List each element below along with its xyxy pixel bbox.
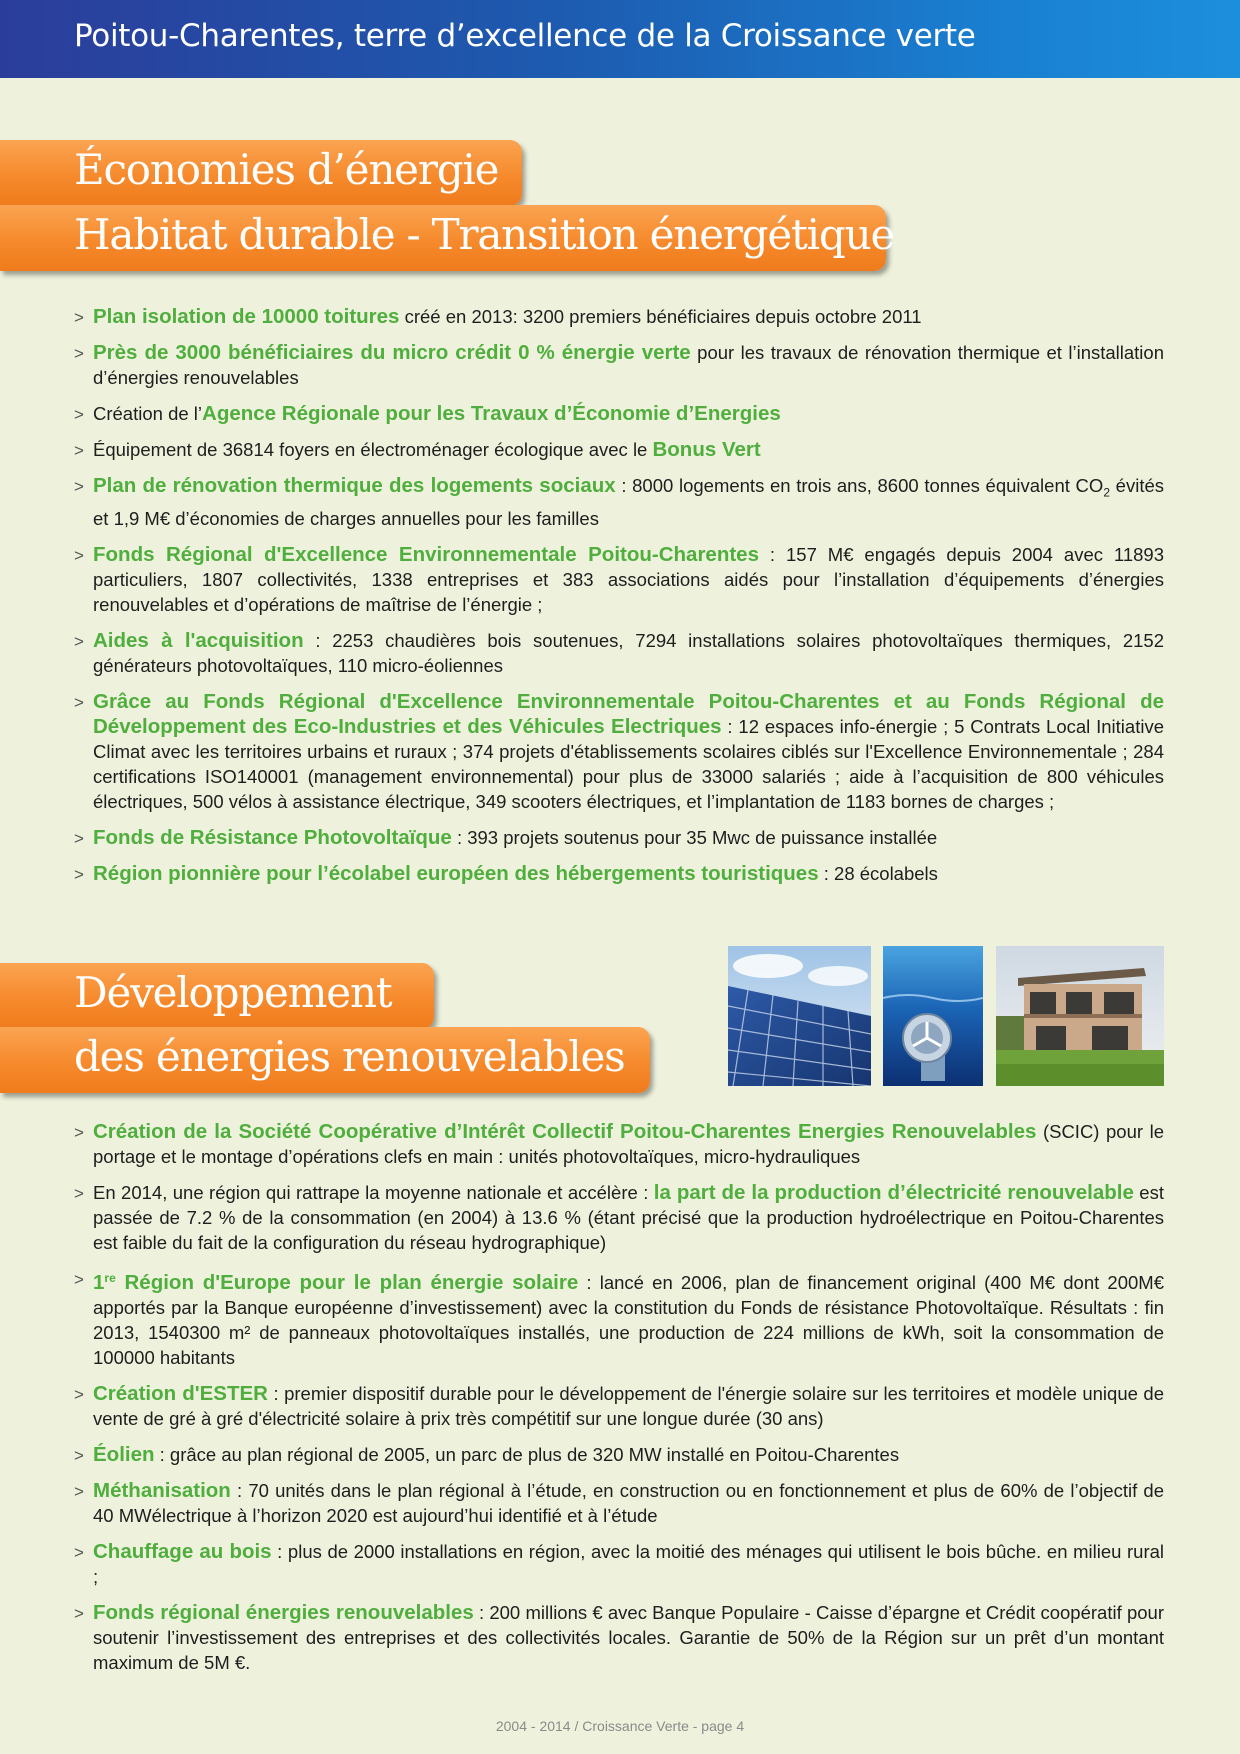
item-text: : 393 projets soutenus pour 35 Mwc de puissance installée: [451, 826, 938, 848]
page-footer: 2004 - 2014 / Croissance Verte - page 4: [495, 1718, 745, 1734]
list-item: [74, 1442, 1164, 1467]
bullet-arrow: >: [74, 828, 84, 848]
list-item: [74, 861, 1164, 886]
item-highlight: Fonds de Résistance Photovoltaïque: [93, 825, 452, 849]
bullet-arrow: >: [74, 1543, 84, 1563]
list-item: [74, 1539, 1164, 1589]
item-text: : 200 millions € avec Banque Populaire - Caisse d’épargne et Crédit coopératif pour soutenir l’investissement des entreprises et des collectivités locales. Garantie de 50% de la Région sur un prêt d’un montant maximum de 5M €.: [93, 1602, 1164, 1674]
item-text: : 157 M€ engagés depuis 2004 avec 11893 particuliers, 1807 collectivités, 1338 entreprises et 383 associations aidés pour l’installation d’équipements d’énergies renouvelables et d’opérations de maîtrise de l’énergie ;: [93, 543, 1164, 615]
item-text: : grâce au plan régional de 2005, un parc de plus de 320 MW installé en Poitou-Charentes: [154, 1444, 900, 1466]
item-highlight: Aides à l'acquisition: [93, 628, 304, 652]
page-header-title: Poitou-Charentes, terre d’excellence de la Croissance verte: [74, 18, 976, 54]
item-highlight: Méthanisation: [93, 1479, 231, 1503]
bullet-arrow: >: [74, 692, 84, 712]
list-item: [74, 1600, 1164, 1675]
item-text: Équipement de 36814 foyers en électroménager écologique avec le: [93, 439, 653, 460]
bullet-arrow: >: [74, 864, 84, 884]
list-item: [74, 542, 1164, 617]
item-text: En 2014, une région qui rattrape la moyenne nationale et accélère :: [93, 1182, 654, 1203]
item-highlight: Chauffage au bois: [93, 1540, 272, 1564]
list-item: [74, 628, 1164, 678]
item-highlight: Fonds Régional d'Excellence Environnementale Poitou-Charentes: [93, 542, 759, 566]
bullet-arrow: >: [74, 1184, 84, 1203]
section2-banner-line1: [0, 963, 434, 1029]
item-text: : 28 écolabels: [818, 862, 938, 884]
item-highlight: Bonus Vert: [652, 438, 761, 461]
list-item: [74, 304, 1164, 329]
bullet-arrow: >: [74, 1385, 84, 1405]
section1-banner-line1: [0, 140, 522, 206]
item-text: (SCIC) pour le portage et le montage d’opérations clefs en main : unités photovoltaïques, micro-hydrauliques: [93, 1121, 1164, 1167]
bullet-arrow: >: [74, 1446, 84, 1466]
item-text: est passée de 7.2 % de la consommation (en 2004) à 13.6 % (étant précisé que la production hydroélectrique en Poitou-Charentes est faible du fait de la configuration du réseau hydrographique): [93, 1182, 1164, 1253]
bullet-arrow: >: [74, 308, 84, 327]
bullet-arrow: >: [74, 631, 84, 651]
item-text: évités et 1,9 M€ d’économies de charges annuelles pour les familles: [93, 475, 1164, 529]
item-highlight: Création d'ESTER: [93, 1382, 268, 1406]
list-item: [74, 1119, 1164, 1169]
solar-panels-photo: [728, 946, 871, 1086]
item-superscript: re: [104, 1271, 116, 1285]
item-highlight: Plan isolation de 10000 toitures: [93, 305, 400, 328]
bullet-arrow: >: [74, 344, 84, 363]
list-item: [74, 1381, 1164, 1431]
bullet-arrow: >: [74, 545, 84, 565]
item-highlight: Près de 3000 bénéficiaires du micro crédit 0 % énergie verte: [93, 341, 691, 364]
section1-title-line1: Économies d’énergie: [74, 145, 499, 194]
list-item: [74, 401, 1164, 426]
item-highlight: Agence Régionale pour les Travaux d’Économie d’Energies: [202, 402, 781, 425]
bullet-arrow: >: [74, 1604, 84, 1624]
bullet-arrow: >: [74, 1482, 84, 1502]
section2-title-line2: des énergies renouvelables: [74, 1032, 625, 1081]
section1-list: [74, 304, 1164, 897]
item-highlight: Création de la Société Coopérative d’Intérêt Collectif Poitou-Charentes Energies Renouvelables: [93, 1120, 1037, 1143]
item-text: : plus de 2000 installations en région, avec la moitié des ménages qui utilisent le bois bûche. en milieu rural ;: [93, 1541, 1165, 1588]
list-item: [74, 825, 1164, 850]
item-highlight: la part de la production d’électricité renouvelable: [653, 1181, 1134, 1204]
item-highlight: Plan de rénovation thermique des logements sociaux: [93, 474, 616, 497]
item-highlight: Fonds régional énergies renouvelables: [93, 1601, 474, 1625]
item-text: : lancé en 2006, plan de financement original (400 M€ dont 200M€ apportés par la Banque européenne d’investissement) avec la constitution du Fonds de résistance Photovoltaïque. Résultats : fin 2013, 1540300 m² de panneaux photovoltaïques installés, une production de 224 millions de kWh, soit la consommation de 100000 habitants: [93, 1272, 1164, 1369]
item-subscript: 2: [1103, 485, 1110, 500]
item-highlight: Grâce au Fonds Régional d'Excellence Environnementale Poitou-Charentes et au Fonds Régional de Développement des Eco-Industries et des Véhicules Electriques: [93, 689, 1164, 738]
list-item: [74, 1478, 1164, 1528]
section2-list: [74, 1119, 1164, 1686]
list-item: [74, 689, 1164, 814]
item-highlight: 1: [93, 1271, 105, 1295]
item-text: : 12 espaces info-énergie ; 5 Contrats Local Initiative Climat avec les territoires urbains et ruraux ; 374 projets d'établissements scolaires ciblés sur l'Excellence Environnementale ; 284 certifications ISO140001 (management environnemental) pour plus de 33000 salariés ; aide à l’acquisition de 800 véhicules électriques, 500 vélos à assistance électrique, 349 scooters électriques, et l’implantation de 1183 bornes de charges ;: [93, 715, 1164, 812]
tidal-turbine-photo: [883, 946, 983, 1086]
bullet-arrow: >: [74, 477, 84, 496]
item-highlight: Région d'Europe pour le plan énergie solaire: [115, 1271, 579, 1295]
item-text: Création de l’: [93, 403, 203, 424]
bullet-arrow: >: [74, 1123, 84, 1142]
list-item: [74, 1180, 1164, 1255]
section1-title-line2: Habitat durable - Transition énergétique: [74, 210, 895, 259]
section2-title-line1: Développement: [74, 968, 392, 1017]
item-highlight: Éolien: [93, 1443, 155, 1467]
list-item: [74, 1266, 1164, 1370]
list-item: [74, 473, 1164, 531]
bullet-arrow: >: [74, 1270, 84, 1289]
item-text: : premier dispositif durable pour le développement de l'énergie solaire sur les territoires et modèle unique de vente de gré à gré d'électricité solaire à prix très compétitif sur une longue durée (30 ans): [93, 1383, 1164, 1430]
list-item: [74, 340, 1164, 390]
section1-banner-line2: [0, 205, 895, 271]
section2-banner-line2: [0, 1027, 650, 1093]
item-text: créé en 2013: 3200 premiers bénéficiaires depuis octobre 2011: [399, 306, 922, 327]
bullet-arrow: >: [74, 405, 84, 424]
bullet-arrow: >: [74, 441, 84, 460]
header-bar: [0, 0, 1240, 78]
eco-house-photo: [996, 946, 1164, 1086]
item-highlight: Région pionnière pour l’écolabel européen des hébergements touristiques: [93, 861, 819, 885]
item-text: pour les travaux de rénovation thermique et l’installation d’énergies renouvelables: [93, 342, 1164, 388]
item-text: : 2253 chaudières bois soutenues, 7294 installations solaires photovoltaïques thermiques, 2152 générateurs photovoltaïques, 110 micro-éoliennes: [93, 629, 1164, 676]
item-text: : 70 unités dans le plan régional à l’étude, en construction ou en fonctionnement et plus de 60% de l’objectif de 40 MWélectrique à l’horizon 2020 est aujourd’hui identifié et à l’étude: [93, 1480, 1164, 1527]
item-text: : 8000 logements en trois ans, 8600 tonnes équivalent CO: [615, 475, 1104, 496]
list-item: [74, 437, 1164, 462]
